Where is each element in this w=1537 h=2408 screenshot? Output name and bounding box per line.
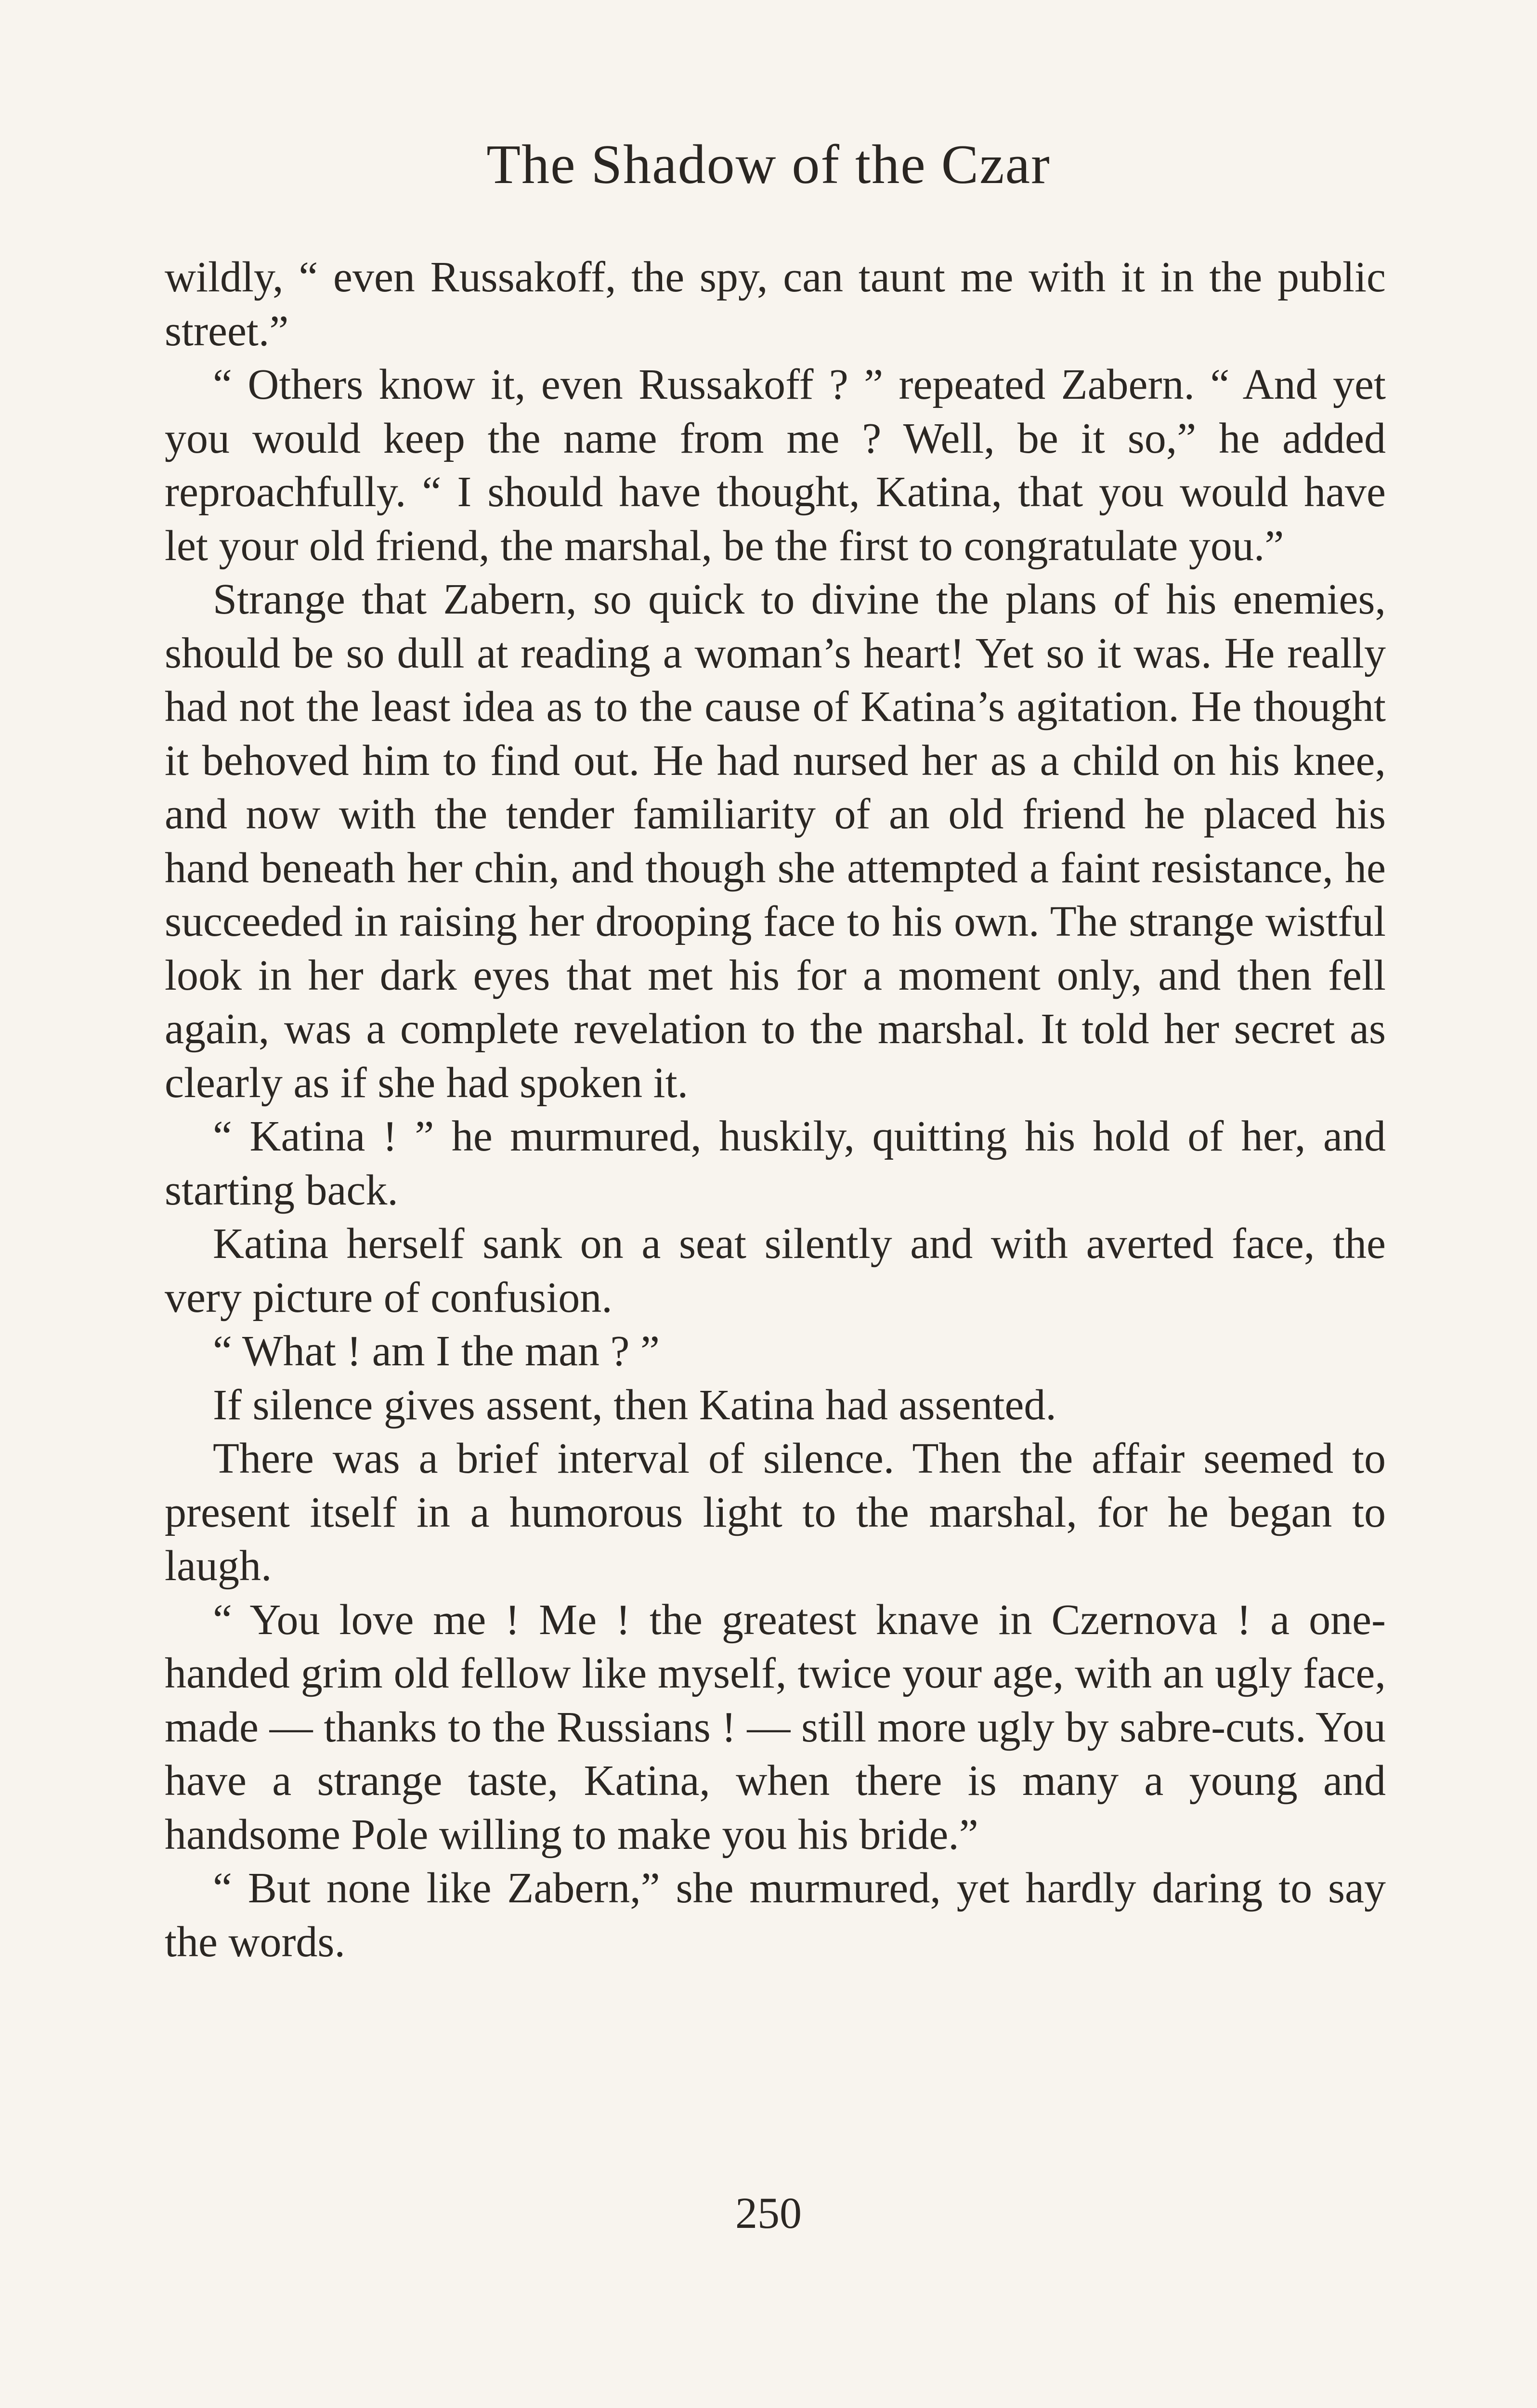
paragraph: Katina herself sank on a seat silently and with averted face, the very picture of confusion. — [165, 1220, 1386, 1322]
page-number: 250 — [735, 2188, 802, 2238]
paragraph: Strange that Zabern, so quick to divine the plans of his enemies, should be so dull at reading a woman’s heart! Yet so it was. He really had not the least idea as to the cause of Katina’s agitation. He thought it behoved him to find out. He had nursed her as a child on his knee, and now with the tender familiarity of an old friend he placed his hand beneath her chin, and though she attempted a faint resistance, he succeeded in raising her drooping face to his own. The strange wistful look in her dark eyes that met his for a moment only, and then fell again, was a complete revelation to the marshal. It told her secret as clearly as if she had spoken it. — [165, 576, 1386, 1107]
paragraph: “ But none like Zabern,” she murmured, yet hardly daring to say the words. — [165, 1864, 1386, 1966]
paragraph: “ Others know it, even Russakoff ? ” repeated Zabern. “ And yet you would keep the name from me ? Well, be it so,” he added reproachfully. “ I should have thought, Katina, that you would have let your old friend, the marshal, be the first to congratulate you.” — [165, 361, 1386, 570]
paragraph: “ You love me ! Me ! the greatest knave in Czernova ! a one-handed grim old fellow like myself, twice your age, with an ugly face, made — thanks to the Russians ! — still more ugly by sabre-cuts. You have a strange taste, Katina, when there is many a young and handsome Pole willing to make you his bride.” — [165, 1596, 1386, 1858]
paragraph: wildly, “ even Russakoff, the spy, can taunt me with it in the public street.” — [165, 253, 1386, 355]
paragraph: “ What ! am I the man ? ” — [213, 1327, 660, 1375]
body-text — [165, 250, 1386, 1969]
running-head-title: The Shadow of the Czar — [486, 134, 1051, 196]
paragraph: “ Katina ! ” he murmured, huskily, quitting his hold of her, and starting back. — [165, 1112, 1386, 1214]
paragraph: If silence gives assent, then Katina had assented. — [213, 1381, 1056, 1429]
paragraph: There was a brief interval of silence. Then the affair seemed to present itself in a humorous light to the marshal, for he began to laugh. — [165, 1435, 1386, 1590]
